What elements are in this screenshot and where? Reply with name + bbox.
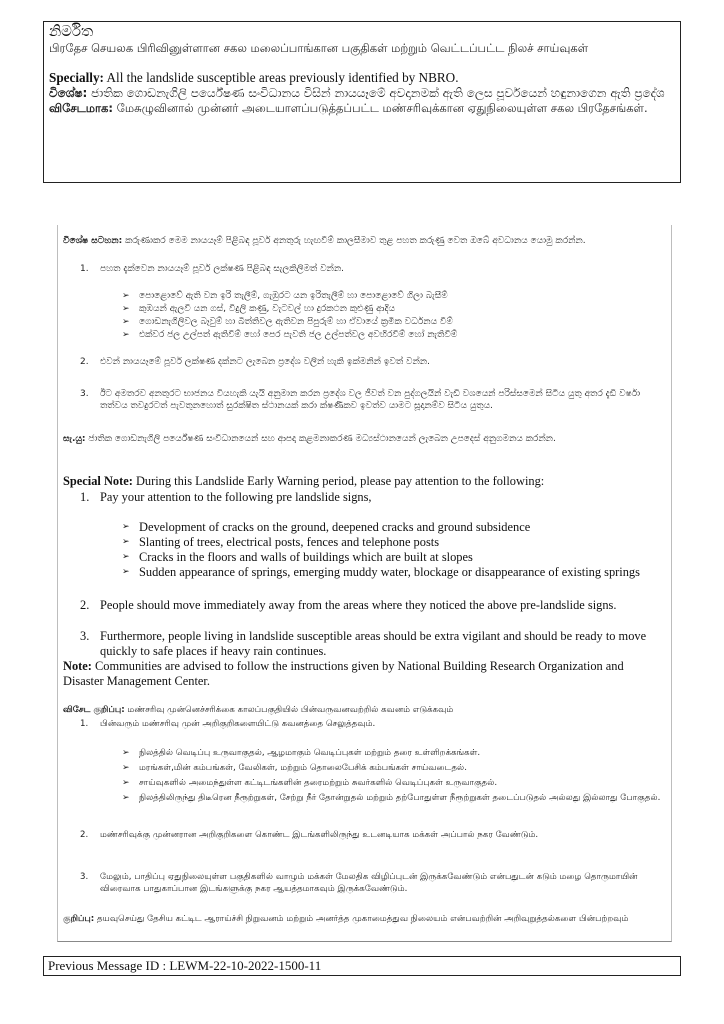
tamil-bullet-2 (122, 762, 666, 774)
tamil-bullet-3 (122, 777, 666, 789)
sinhala-special-label: විශේෂ: (49, 86, 88, 100)
item-number: 3. (80, 389, 89, 399)
english-bullet-3-text: Cracks in the floors and walls of buildings which are built at slopes (139, 550, 473, 564)
arrow-bullet-icon: ➢ (122, 537, 130, 547)
english-bullet-4-text: Sudden appearance of springs, emerging muddy water, blockage or disappearance of existing springs (139, 565, 640, 579)
arrow-bullet-icon: ➢ (122, 793, 130, 803)
item-number: 1. (80, 490, 90, 504)
arrow-bullet-icon: ➢ (122, 763, 130, 773)
english-footnote-text: Communities are advised to follow the instructions given by National Building Research Organization and Disaster Management Center. (63, 659, 624, 688)
tamil-bullet-2-text: மரங்கள்,மின் கம்பங்கள், வேலிகள், மற்றும் தொலைபேசிக் கம்பங்கள் சாய்வடைதல். (139, 763, 467, 773)
tamil-bullet-1-text: நிலத்தில் வெடிப்பு உருவாகுதல், ஆழமாகும் வெடிப்புகள் மற்றும் தரை உள்ளிறக்கங்கள். (139, 748, 481, 758)
english-note-label: Special Note: (63, 474, 133, 488)
tamil-footnote-label: குறிப்பு: (63, 914, 95, 924)
item-number: 2. (80, 830, 89, 840)
english-footnote-label: Note: (63, 659, 92, 673)
sinhala-bullet-2 (122, 303, 666, 315)
tamil-footnote (63, 913, 666, 925)
tamil-footnote-text: தயவுசெய்து தேசிய கட்டிட ஆராய்ச்சி நிறுவனம் மற்றும் அனர்த்த முகாமைத்துவ நிலையம் என்பவற்றின் அறிவுறுத்தல்களை பின்பற்றவும் (96, 914, 629, 924)
english-bullet-2 (122, 535, 666, 550)
sinhala-item-3 (80, 388, 666, 412)
english-note (63, 474, 666, 489)
specially-sinhala (49, 85, 675, 101)
arrow-bullet-icon: ➢ (122, 304, 130, 314)
item-number: 2. (80, 598, 90, 612)
english-footnote (63, 659, 666, 688)
tamil-bullet-4 (122, 792, 666, 804)
sinhala-item-1 (80, 263, 666, 275)
arrow-bullet-icon: ➢ (122, 317, 130, 327)
tamil-note-text: மண்சரிவு முன்னெச்சரிக்கை காலப்பகுதியில் பின்வருவனவற்றில் கவனம் எடுக்கவும் (127, 705, 454, 715)
sinhala-footnote-text: ජාතික ගොඩනැගිලි පර්යේෂණ සංවිධානයෙන් සහ ආපදා කළමනාකරණ මධ්‍යස්ථානයෙන් ලැබෙන උපදෙස් අනුගමනය කරන්න. (88, 434, 556, 444)
tamil-item-1 (80, 718, 666, 730)
sinhala-bullet-2-text: කුඹයන් ඇලවී යන ගස්, විදුලි කණු, වැටවල් හා දුරකථන කුළුණු ආදිය (139, 304, 395, 314)
sinhala-note-text: කරුණාකර මෙම නායයෑම් පිළිබඳ පූර්ව අනතුරු හැඟවීම් කාලසීමාව තුළ පහත කරුණු වෙත ඔබේ අවධානය යොමු කරන්න. (125, 236, 586, 246)
english-item-3 (80, 629, 666, 658)
item-number: 1. (80, 719, 89, 729)
sinhala-bullet-1-text: පොළොවේ ඇති වන ඉරි තැලීම්, ගැඹුරට යන ඉරිතැලීම් හා පොළොවේ ගිලා බැසීම් (139, 291, 448, 301)
tamil-bullet-1 (122, 747, 666, 759)
english-note-text: During this Landslide Early Warning period, please pay attention to the following: (135, 474, 545, 488)
tamil-item-2 (80, 829, 666, 841)
sinhala-item-1-text: පහත දැක්වෙන නායයෑම් පූර්ව ලක්ෂණ පිළිබඳ සැලකිලිමත් වන්න. (100, 264, 345, 274)
arrow-bullet-icon: ➢ (122, 291, 130, 301)
tamil-special-text: மேசுழுவினால் முன்னர் அடையாளப்படுத்தப்பட்ட மண்சரிவுக்கான ஏதுநிலையுள்ள சகல பிரதேசங்கள். (116, 101, 648, 115)
sinhala-bullet-3-text: ගොඩනැගිලිවල බෑවුම් හා බිත්තිවල ඇතිවන පිපුරුම් හා ඒවායේ ක්‍රමික වර්ධනය වීම් (139, 317, 453, 327)
sinhala-special-text: ජාතික ගොඩනැගිලි පර්යේෂණ සංවිධානය විසින් නායයෑමේ අවදානමක් ඇති ලෙස පූර්වයෙන් හඳුනාගෙන ඇති ප්‍රදේශ (91, 86, 665, 100)
english-item-1 (80, 490, 666, 505)
item-number: 3. (80, 872, 89, 882)
arrow-bullet-icon: ➢ (122, 748, 130, 758)
english-bullet-1 (122, 520, 666, 535)
arrow-bullet-icon: ➢ (122, 778, 130, 788)
sinhala-bullet-3 (122, 316, 666, 328)
tamil-item-1-text: பின்வரும் மண்சரிவு முன் அறிகுறிகளையிட்டு கவனத்தை செலுத்தவும். (100, 719, 376, 729)
sinhala-note (63, 235, 666, 247)
sinhala-footnote-label: සැ.යු: (63, 434, 86, 444)
item-number: 3. (80, 629, 90, 643)
tamil-note (63, 704, 666, 716)
previous-message-id: Previous Message ID : LEWM-22-10-2022-1500-11 (43, 956, 681, 976)
sinhala-footnote (63, 433, 666, 445)
tamil-bullet-3-text: சாய்வுகளில் அமைந்துள்ள கட்டிடங்களின் தரைமற்றும் சுவர்களில் வெடிப்புகள் உருவாகுதல். (139, 778, 498, 788)
sinhala-bullet-1 (122, 290, 666, 302)
sinhala-note-label: විශේෂ සටහන: (63, 236, 123, 246)
item-number: 2. (80, 357, 89, 367)
sinhala-item-2 (80, 356, 666, 368)
english-bullet-2-text: Slanting of trees, electrical posts, fences and telephone posts (139, 535, 440, 549)
english-item-2 (80, 598, 666, 613)
arrow-bullet-icon: ➢ (122, 522, 130, 532)
tamil-special-label: விசேடமாக: (49, 101, 113, 115)
specially-label: Specially: (49, 70, 104, 85)
arrow-bullet-icon: ➢ (122, 552, 130, 562)
affected-areas-box (43, 21, 681, 183)
english-bullet-3 (122, 550, 666, 565)
specially-english (49, 70, 675, 85)
sinhala-item-3-text: ඊට අමතරව අනතුරට භාජනය වියහැකි යැයි අනුමාන කරන ප්‍රදේශ වල ජීවත් වන පුද්ගලයින් වැඩි වශයෙන් පරිස්සමෙන් සිටිය යුතු අතර දැඩි වර්ෂා තත්වය තවදුරටත් පැවතුනහොත් සුරක්ෂිත ස්ථානයක් කරා ක්ෂණිකව ඉවත්ව යාමට සූදානම්ව සිටිය යුතුය. (100, 389, 641, 411)
special-note-panel (57, 225, 672, 942)
arrow-bullet-icon: ➢ (122, 567, 130, 577)
sinhala-bullet-4 (122, 329, 666, 341)
tamil-item-3-text: மேலும், பாதிப்பு ஏதுநிலையுள்ள பகுதிகளில் வாழும் மக்கள் மேலதிக விழிப்புடன் இருக்கவேண்டும் என்பதுடன் கடும் மழை தொருமாயின் விரைவாக பாதுகாப்பான இடங்களுக்கு நகர ஆயத்தமாகவும் இருக்கவேண்டும். (100, 872, 638, 894)
english-item-1-text: Pay your attention to the following pre landslide signs, (100, 490, 372, 504)
sinhala-bullet-4-text: එක්වර ජල උල්පත් ඇතිවීම් හෝ පෙර පැවති ජල උල්පත්වල අවහිරවීම් හෝ නැතිවීම් (139, 330, 458, 340)
english-item-2-text: People should move immediately away from the areas where they noticed the above pre-landslide signs. (100, 598, 617, 612)
arrow-bullet-icon: ➢ (122, 330, 130, 340)
sinhala-item-2-text: එවන් නායයෑමේ පූර්ව ලක්ෂණ දක්නට ලැබෙන ප්‍රදේශ වලින් හැකි ඉක්මනින් ඉවත් වන්න. (100, 357, 430, 367)
sinhala-heading: නිර්මිත (49, 24, 94, 40)
tamil-item-2-text: மண்சரிவுக்கு முன்னரான அறிகுறிகளை கொண்ட இடங்களிலிருந்து உடனடியாக மக்கள் அப்பால் நகர வேண்டும். (100, 830, 539, 840)
tamil-note-label: விசேட குறிப்பு: (63, 705, 125, 715)
english-bullet-4 (122, 565, 666, 580)
specially-text: All the landslide susceptible areas previously identified by NBRO. (106, 70, 459, 85)
english-bullet-1-text: Development of cracks on the ground, deepened cracks and ground subsidence (139, 520, 531, 534)
tamil-areas-text: பிரதேச செயலக பிரிவினுள்ளான சகல மலைப்பாங்கான பகுதிகள் மற்றும் வெட்டப்பட்ட நிலச் சாய்வுகள் (49, 41, 589, 55)
english-item-3-text: Furthermore, people living in landslide susceptible areas should be extra vigilant and should be ready to move quickly to safe places if heavy rain continues. (100, 629, 647, 658)
tamil-item-3 (80, 871, 666, 895)
item-number: 1. (80, 264, 89, 274)
tamil-bullet-4-text: நிலத்திலிருந்து திடீரென நீரூற்றுகள், சேற்று நீர் தோன்றுதல் மற்றும் தற்போதுள்ள நீரூற்றுகள் தடைப்படுதல் அல்லது இல்லாது போகுதல். (139, 793, 661, 803)
specially-tamil (49, 101, 675, 116)
